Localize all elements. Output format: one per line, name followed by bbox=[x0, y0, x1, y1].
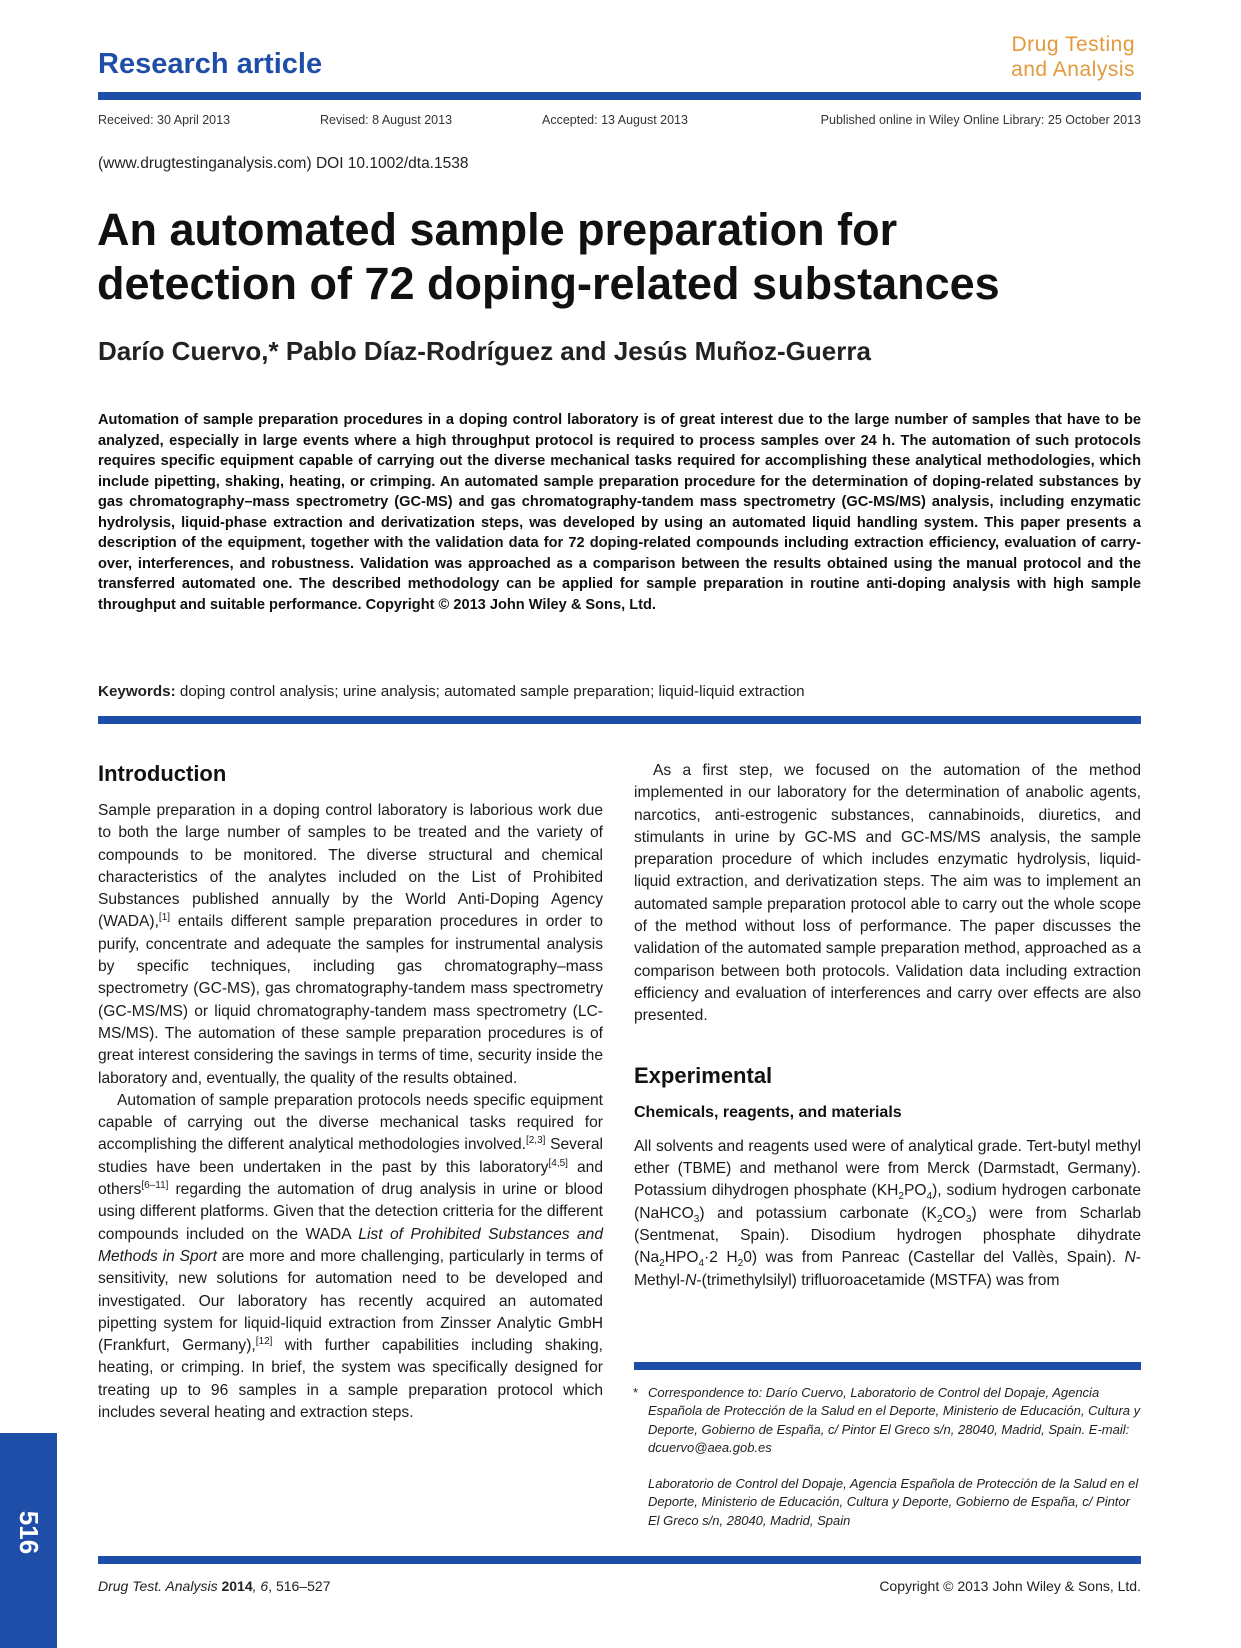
reference-5[interactable]: [12] bbox=[255, 1335, 273, 1347]
chemicals-subheading: Chemicals, reagents, and materials bbox=[634, 1103, 902, 1121]
correspondence-note bbox=[633, 1384, 1141, 1530]
section-label: Research article bbox=[98, 48, 323, 80]
reference-4[interactable]: [6–11] bbox=[141, 1179, 169, 1191]
footer-rule bbox=[98, 1556, 1141, 1564]
received-date: Received: 30 April 2013 bbox=[98, 113, 231, 127]
author-list: Darío Cuervo,* Pablo Díaz-Rodríguez and Jesús Muñoz-Guerra bbox=[98, 336, 871, 366]
doi-line[interactable]: (www.drugtestinganalysis.com) DOI 10.1002/dta.1538 bbox=[98, 155, 469, 172]
published-date: Published online in Wiley Online Library: 25 October 2013 bbox=[820, 113, 1141, 127]
title-line-1: An automated sample preparation for bbox=[97, 204, 898, 255]
introduction-heading: Introduction bbox=[98, 761, 227, 786]
intro-paragraph-2: Automation of sample preparation protocols needs specific equipment capable of carrying out the diverse mechanical tasks required for accomplishing the different analytical methodologies involved.[2,3] Several studies have been undertaken in the past by this laboratory[4,5] and others[6–11] regarding the automation of drug analysis in urine or blood using different platforms. Given that the detection critteria for the different compounds included on the WADA List of Prohibited Substances and Methods in Sport are more and more challenging, particularly in terms of sensitivity, new solutions for automation need to be developed and investigated. Our laboratory has recently acquired an automated pipetting system for liquid-liquid extraction from Zinsser Analytic GmbH (Frankfurt, Germany),[12] with further capabilities including shaking, heating, or crimping. In brief, the system was specifically designed for treating up to 96 samples in a sample preparation protocol which includes several heating and extraction steps. bbox=[98, 1091, 604, 1422]
left-column bbox=[98, 760, 603, 1424]
abstract-rule bbox=[98, 716, 1141, 724]
header-rule bbox=[98, 92, 1141, 100]
accepted-date: Accepted: 13 August 2013 bbox=[542, 113, 688, 127]
abstract: Automation of sample preparation procedures in a doping control laboratory is of great interest due to the large number of samples that have to be analyzed, especially in large events where a high throughput protocol is required to process samples over 24 h. The automation of such protocols requires specific equipment capable of carrying out the diverse mechanical tasks required for accomplishing these analytical methodologies, which include pipetting, shaking, heating, or crimping. An automated sample preparation procedure for the determination of doping-related substances by gas chromatography–mass spectrometry (GC-MS) and gas chromatography-tandem mass spectrometry (GC-MS/MS) analysis, including enzymatic hydrolysis, liquid-phase extraction and derivatization steps, was developed by using an automated liquid handling system. This paper presents a description of the equipment, together with the validation data for 72 doping-related compounds including extraction efficiency, evaluation of carry-over, interferences, and robustness. Validation was approached as a comparison between the results obtained using the manual protocol and the transferred automated one. The described methodology can be applied for sample preparation in routine anti-doping analysis with high sample throughput and suitable performance. Copyright © 2013 John Wiley & Sons, Ltd. bbox=[98, 412, 1141, 613]
journal-logo-line1: Drug Testing bbox=[1011, 33, 1135, 56]
correspondence-text: Correspondence to: Darío Cuervo, Laboratorio de Control del Dopaje, Agencia Española de Protección de la Salud en el Deporte, Ministerio de Educación, Cultura y Deporte, Gobierno de España, c/ Pintor El Greco s/n, 28040, Madrid, Spain. E-mail: dcuervo@aea.gob.es bbox=[648, 1385, 1141, 1455]
footer-copyright: Copyright © 2013 John Wiley & Sons, Ltd. bbox=[879, 1578, 1141, 1594]
right-column bbox=[634, 760, 1141, 1292]
keywords-label: Keywords: bbox=[98, 683, 176, 700]
keywords bbox=[98, 683, 1141, 700]
experimental-paragraph: All solvents and reagents used were of analytical grade. Tert-butyl methyl ether (TBME) and methanol were from Merck (Darmstadt, Germany). Potassium dihydrogen phosphate $(KH_2PO_4)$, sodium hydrogen carbonate (NaHCO$_3$) and potassium carbonate $(K_2CO_3)$ were from Scharlab (Sentmenat, Spain). Disodium hydrogen phosphate dihydrate ($Na_2HPO_4\cdot 2$ $H_20$) was from Panreac (Castellar del Vallès, Spain). N-Methyl-N-(trimethylsilyl) trifluoroacetamide (MSTFA) was from bbox=[634, 1137, 1141, 1289]
article-title bbox=[97, 203, 1157, 311]
right-paragraph-1: As a first step, we focused on the automation of the method implemented in our laboratory for the determination of anabolic agents, narcotics, anti-estrogenic substances, cannabinoids, diuretics, and stimulants in urine by GC-MS and GC-MS/MS analysis, the sample preparation procedure of which includes enzymatic hydrolysis, liquid-liquid extraction, and derivatization steps. The aim was to implement an automated sample preparation protocol able to carry out the whole scope of the method without loss of performance. The paper discusses the validation of the automated sample preparation method, approached as a comparison between both protocols. Validation data including extraction efficiency and evaluation of interferences and carry over effects are also presented. bbox=[634, 762, 1141, 1025]
title-line-2: detection of 72 doping-related substances bbox=[97, 258, 1000, 309]
keywords-list: doping control analysis; urine analysis; automated sample preparation; liquid-liquid extraction bbox=[175, 683, 805, 700]
affiliation-text: Laboratorio de Control del Dopaje, Agencia Española de Protección de la Salud en el Deporte, Ministerio de Educación, Cultura y Deporte, Gobierno de España, c/ Pintor El Greco s/n, 28040, Madrid, Spain bbox=[648, 1476, 1139, 1528]
experimental-heading: Experimental bbox=[634, 1062, 773, 1088]
journal-logo bbox=[905, 32, 1135, 82]
correspondence-rule bbox=[634, 1362, 1141, 1370]
reference-2[interactable]: [2,3] bbox=[525, 1135, 546, 1147]
reference-3[interactable]: [4,5] bbox=[548, 1157, 568, 1169]
page-number: 516 bbox=[14, 1510, 44, 1555]
revised-date: Revised: 8 August 2013 bbox=[320, 113, 453, 127]
intro-paragraph-1: Sample preparation in a doping control laboratory is laborious work due to both the large number of samples to be treated and the variety of compounds to be monitored. The diverse structural and chemical characteristics of the analytes included on the List of Prohibited Substances published annually by the World Anti-Doping Agency (WADA),[1] entails different sample preparation procedures in order to purify, concentrate and adequate the samples for instrumental analysis by specific techniques, including gas chromatography–mass spectrometry (GC-MS), gas chromatography-tandem mass spectrometry (GC-MS/MS) or liquid chromatography-tandem mass spectrometry (LC-MS/MS). The automation of these sample preparation procedures is of great interest considering the savings in terms of time, security inside the laboratory and, eventually, the quality of the results obtained. bbox=[98, 802, 603, 1087]
correspondence-star: * bbox=[633, 1385, 639, 1400]
journal-logo-line2: and Analysis bbox=[1011, 58, 1135, 81]
reference-1[interactable]: [1] bbox=[158, 912, 171, 924]
footer-citation: Drug Test. Analysis 2014, 6, 516–527 bbox=[98, 1578, 331, 1594]
